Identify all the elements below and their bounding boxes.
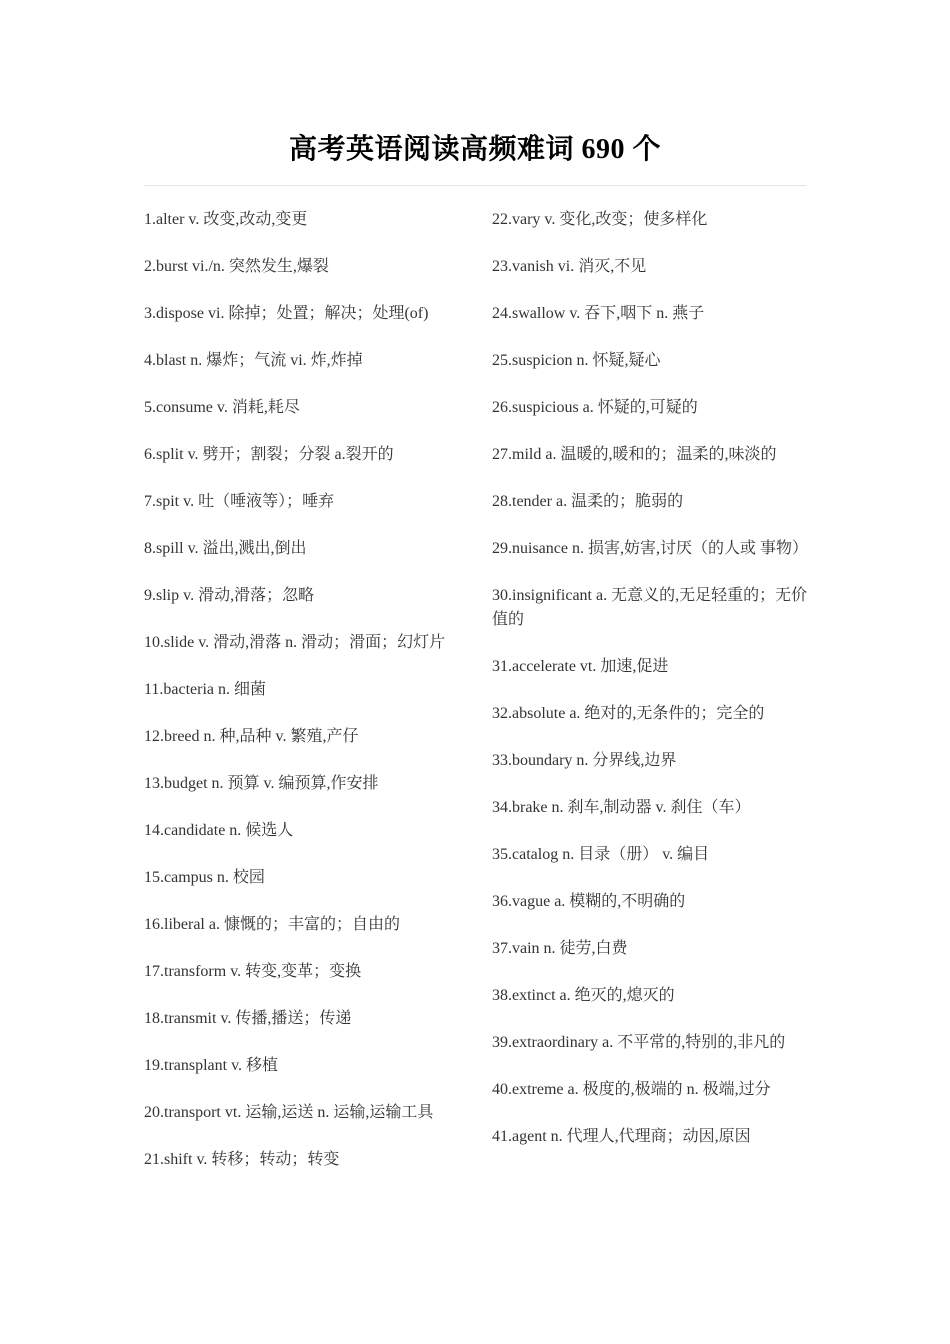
vocab-entry: 13.budget n. 预算 v. 编预算,作安排 — [144, 775, 379, 792]
vocab-entry: 6.split v. 劈开；割裂；分裂 a.裂开的 — [144, 446, 394, 463]
vocab-entry: 8.spill v. 溢出,溅出,倒出 — [144, 540, 307, 557]
vocab-entry: 17.transform v. 转变,变革；变换 — [144, 963, 362, 980]
vocab-entry: 5.consume v. 消耗,耗尽 — [144, 399, 300, 416]
vocab-entry: 9.slip v. 滑动,滑落；忽略 — [144, 587, 315, 604]
vocab-entry: 23.vanish vi. 消灭,不见 — [492, 258, 647, 275]
vocab-entry: 34.brake n. 刹车,制动器 v. 刹住（车） — [492, 799, 751, 816]
vocab-entry: 7.spit v. 吐（唾液等）；唾弃 — [144, 493, 335, 510]
vocab-entry: 35.catalog n. 目录（册） v. 编目 — [492, 846, 710, 863]
vocab-entry: 27.mild a. 温暖的,暖和的；温柔的,味淡的 — [492, 446, 777, 463]
vocab-entry: 26.suspicious a. 怀疑的,可疑的 — [492, 399, 698, 416]
title-divider — [144, 185, 806, 186]
vocab-entry: 40.extreme a. 极度的,极端的 n. 极端,过分 — [492, 1081, 771, 1098]
vocabulary-right-column — [492, 208, 810, 1172]
vocab-entry: 33.boundary n. 分界线,边界 — [492, 752, 677, 769]
vocab-entry: 10.slide v. 滑动,滑落 n. 滑动；滑面；幻灯片 — [144, 634, 446, 651]
vocab-entry: 12.breed n. 种,品种 v. 繁殖,产仔 — [144, 728, 359, 745]
vocab-entry: 41.agent n. 代理人,代理商；动因,原因 — [492, 1128, 751, 1145]
vocab-entry: 20.transport vt. 运输,运送 n. 运输,运输工具 — [144, 1104, 434, 1121]
vocab-entry: 38.extinct a. 绝灭的,熄灭的 — [492, 987, 675, 1004]
vocab-entry: 14.candidate n. 候选人 — [144, 822, 294, 839]
vocab-entry: 24.swallow v. 吞下,咽下 n. 燕子 — [492, 305, 705, 322]
vocab-entry: 21.shift v. 转移；转动；转变 — [144, 1151, 340, 1168]
vocab-entry: 31.accelerate vt. 加速,促进 — [492, 658, 669, 675]
vocab-entry: 15.campus n. 校园 — [144, 869, 265, 886]
vocab-entry: 18.transmit v. 传播,播送；传递 — [144, 1010, 352, 1027]
vocab-entry: 4.blast n. 爆炸；气流 vi. 炸,炸掉 — [144, 352, 363, 369]
vocabulary-left-column — [144, 208, 469, 1195]
vocab-entry: 36.vague a. 模糊的,不明确的 — [492, 893, 686, 910]
vocab-entry: 29.nuisance n. 损害,妨害,讨厌（的人或 事物） — [492, 540, 808, 557]
vocab-entry: 25.suspicion n. 怀疑,疑心 — [492, 352, 661, 369]
vocab-entry: 2.burst vi./n. 突然发生,爆裂 — [144, 258, 329, 275]
vocab-entry: 28.tender a. 温柔的；脆弱的 — [492, 493, 684, 510]
vocab-entry: 19.transplant v. 移植 — [144, 1057, 279, 1074]
vocab-entry: 39.extraordinary a. 不平常的,特别的,非凡的 — [492, 1034, 786, 1051]
vocab-entry: 16.liberal a. 慷慨的；丰富的；自由的 — [144, 916, 400, 933]
vocab-entry: 37.vain n. 徒劳,白费 — [492, 940, 628, 957]
vocab-entry: 1.alter v. 改变,改动,变更 — [144, 211, 308, 228]
vocab-entry: 11.bacteria n. 细菌 — [144, 681, 267, 698]
page-title: 高考英语阅读高频难词 690 个 — [288, 134, 661, 165]
vocab-entry: 22.vary v. 变化,改变；使多样化 — [492, 211, 708, 228]
vocab-entry: 3.dispose vi. 除掉；处置；解决；处理(of) — [144, 305, 429, 322]
vocab-entry: 32.absolute a. 绝对的,无条件的；完全的 — [492, 705, 765, 722]
vocab-entry: 30.insignificant a. 无意义的,无足轻重的；无价值的 — [492, 587, 808, 628]
